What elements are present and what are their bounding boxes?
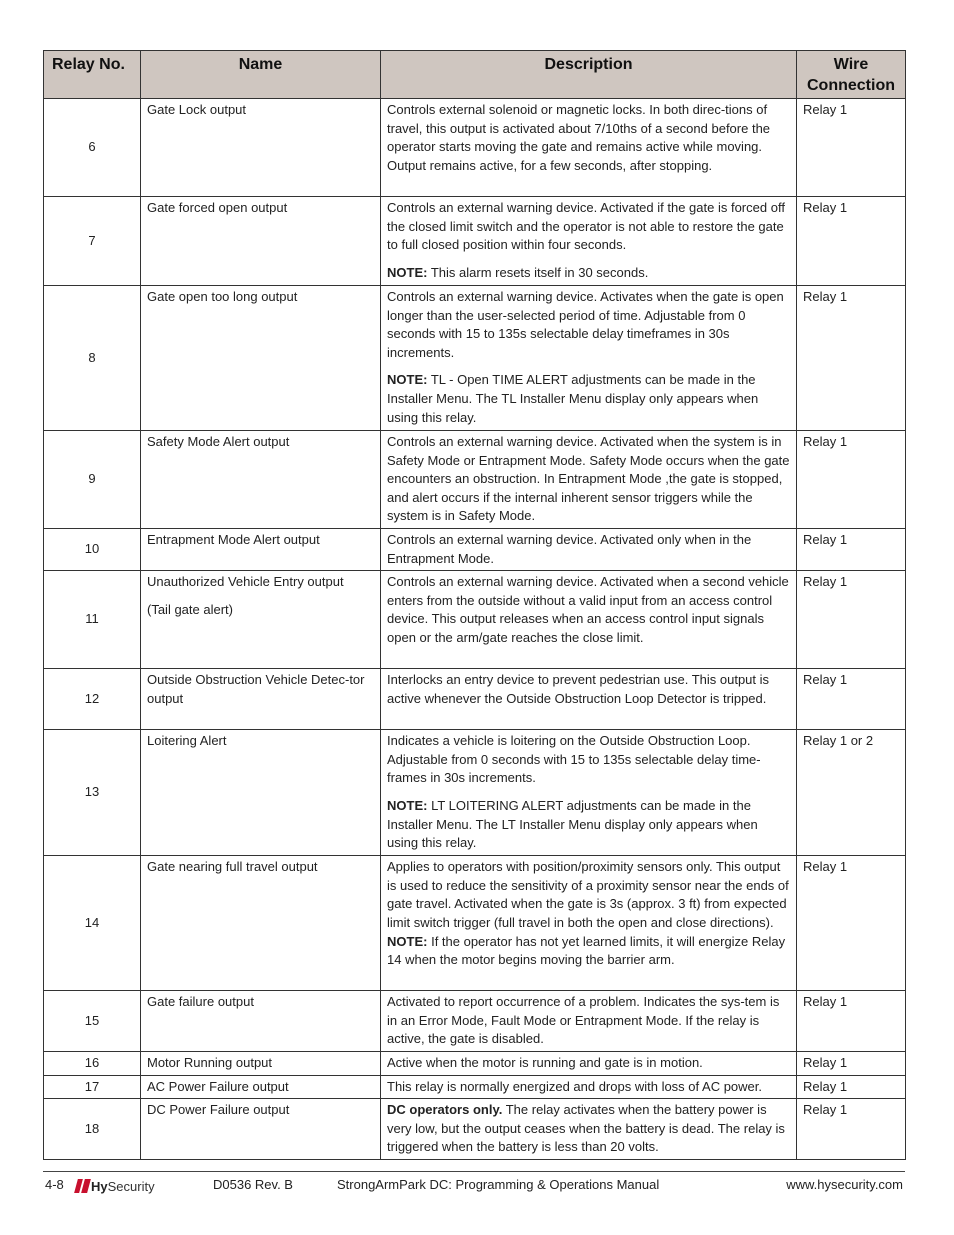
- table-row: [44, 197, 906, 286]
- note-text: If the operator has not yet learned limits, it will energize Relay 14 when the motor begins moving the barrier arm.: [387, 933, 786, 968]
- table-row: [44, 669, 906, 730]
- relay-number: 14: [44, 856, 141, 991]
- relay-name-text: Safety Mode Alert output: [147, 434, 290, 449]
- description-text: Interlocks an entry device to prevent pedestrian use. This output is active whenever the Outside Obstruction Loop Detector is tripped.: [387, 672, 770, 706]
- wire-connection: Relay 1: [797, 571, 906, 669]
- wire-connection: Relay 1: [797, 197, 906, 286]
- relay-name: [141, 571, 381, 669]
- relay-name: [141, 991, 381, 1052]
- relay-number: 8: [44, 286, 141, 431]
- description-text: Active when the motor is running and gate is in motion.: [387, 1054, 703, 1070]
- website: www.hysecurity.com: [786, 1177, 903, 1192]
- relay-number: 6: [44, 99, 141, 197]
- table-row: [44, 1099, 906, 1160]
- header-name: Name: [141, 51, 381, 99]
- table-row: [44, 1075, 906, 1099]
- table-row: [44, 991, 906, 1052]
- description-text: The relay activates when the battery power is very low, but the output ceases when the battery is dead. The relay is triggered when the battery is less than 20 volts.: [387, 1102, 785, 1155]
- wire-connection: Relay 1: [797, 856, 906, 991]
- description-text: Controls external solenoid or magnetic locks. In both direc-tions of travel, this output is activated about 7/10ths of a second before the operator starts moving the gate and remains active while moving. Output remains active, for a few seconds, after stopping.: [387, 102, 771, 173]
- relay-description: [381, 528, 797, 570]
- note-text: LT LOITERING ALERT adjustments can be made in the Installer Menu. The LT Installer Menu display only appears when using this relay.: [387, 797, 758, 851]
- relay-description: [381, 1051, 797, 1075]
- relay-number: 17: [44, 1075, 141, 1099]
- description-text: Controls an external warning device. Activated if the gate is forced off the closed limit switch and the operator is not able to restore the gate to full closed position within four seconds.: [387, 200, 785, 253]
- relay-number: 18: [44, 1099, 141, 1160]
- relay-name: [141, 1051, 381, 1075]
- table-row: [44, 730, 906, 856]
- relay-name-text: Motor Running output: [147, 1054, 273, 1070]
- relay-description: [381, 571, 797, 669]
- relay-name: [141, 431, 381, 529]
- relay-number: 10: [44, 528, 141, 570]
- header-wire-connection: Wire Connection: [797, 51, 906, 99]
- wire-connection: Relay 1: [797, 99, 906, 197]
- relay-number: 9: [44, 431, 141, 529]
- wire-connection: Relay 1: [797, 991, 906, 1052]
- relay-name: [141, 286, 381, 431]
- description-text: Controls an external warning device. Activated when a second vehicle enters from the outside without a valid input from an access control device. This output releases when an access control input signals open or the arm/gate reaches the close limit.: [387, 574, 789, 645]
- relay-name-text: AC Power Failure output: [147, 1078, 289, 1094]
- relay-name-text: Gate open too long output: [147, 289, 298, 304]
- header-relay-no: Relay No.: [44, 51, 141, 99]
- wire-connection: Relay 1: [797, 669, 906, 730]
- page-number: 4-8: [45, 1177, 64, 1192]
- relay-description: [381, 991, 797, 1052]
- relay-name-subtext: (Tail gate alert): [147, 601, 233, 617]
- relay-name-text: Gate forced open output: [147, 200, 288, 215]
- wire-connection: Relay 1: [797, 1099, 906, 1160]
- relay-name: [141, 99, 381, 197]
- relay-description: [381, 1075, 797, 1099]
- description-text: Controls an external warning device. Activated when the system is in Safety Mode or Entrapment Mode. Safety Mode occurs when the gate encounters an obstruction. In Entrapment Mode ,the gate is stopped, and alert occurs if the internal inherent sensor triggers while the system is in Safety Mode.: [387, 434, 790, 524]
- note-label: NOTE:: [387, 933, 428, 949]
- relay-name: [141, 197, 381, 286]
- relay-name-text: Unauthorized Vehicle Entry output: [147, 574, 344, 590]
- note-text: TL - Open TIME ALERT adjustments can be made in the Installer Menu. The TL Installer Menu display only appears when using this relay.: [387, 372, 759, 425]
- description-text: This relay is normally energized and drops with loss of AC power.: [387, 1078, 763, 1094]
- relay-number: 11: [44, 571, 141, 669]
- relay-name-text: DC Power Failure output: [147, 1102, 290, 1118]
- wire-connection: Relay 1 or 2: [797, 730, 906, 856]
- table-row: [44, 99, 906, 197]
- relay-description: [381, 730, 797, 856]
- relay-description: [381, 856, 797, 991]
- relay-number: 12: [44, 669, 141, 730]
- relay-name: [141, 730, 381, 856]
- description-text: Activated to report occurrence of a problem. Indicates the sys-tem is in an Error Mode, Fault Mode or Entrapment Mode. If the relay is active, the gate is disabled.: [387, 994, 780, 1047]
- relay-description: [381, 99, 797, 197]
- description-bold-lead: DC operators only.: [387, 1102, 503, 1118]
- description-text: Controls an external warning device. Activated only when in the Entrapment Mode.: [387, 531, 752, 566]
- relay-description: [381, 669, 797, 730]
- relay-number: 13: [44, 730, 141, 856]
- description-text: Controls an external warning device. Activates when the gate is open longer than the user-selected period of time. Adjustable from 0 seconds with 15 to 135s selectable delay timeframes in 30s increments.: [387, 289, 784, 360]
- wire-connection: Relay 1: [797, 1051, 906, 1075]
- table-row: [44, 286, 906, 431]
- relay-name-text: Loitering Alert: [147, 733, 227, 749]
- hysecurity-logo: HySecurity: [76, 1177, 155, 1195]
- description-text: Indicates a vehicle is loitering on the Outside Obstruction Loop. Adjustable from 0 seconds with 15 to 135s selectable delay time-frames in 30s increments.: [387, 733, 761, 786]
- note-label: NOTE:: [387, 264, 428, 280]
- relay-name-text: Gate nearing full travel output: [147, 859, 318, 875]
- logo-mark-icon: [74, 1179, 91, 1193]
- wire-connection: Relay 1: [797, 286, 906, 431]
- relay-table: [43, 50, 906, 1160]
- description-text: Applies to operators with position/proximity sensors only. This output is used to reduce the sensitivity of a proximity sensor near the ends of gate travel. Activated when the gate is 3s (approx. 3 ft) from expected limit switch trigger (full travel in both the open and close directions).: [387, 859, 789, 930]
- table-row: [44, 431, 906, 529]
- relay-description: [381, 1099, 797, 1160]
- relay-description: [381, 197, 797, 286]
- relay-number: 16: [44, 1051, 141, 1075]
- note-text: This alarm resets itself in 30 seconds.: [430, 264, 649, 280]
- relay-description: [381, 286, 797, 431]
- relay-name: [141, 669, 381, 730]
- wire-connection: Relay 1: [797, 431, 906, 529]
- table-row: [44, 856, 906, 991]
- note-label: NOTE:: [387, 797, 428, 813]
- header-row: [44, 51, 906, 99]
- document-id: D0536 Rev. B: [213, 1177, 293, 1192]
- relay-name: [141, 1075, 381, 1099]
- table-row: [44, 1051, 906, 1075]
- relay-name: [141, 1099, 381, 1160]
- table-row: [44, 571, 906, 669]
- wire-connection: Relay 1: [797, 528, 906, 570]
- relay-name-text: Entrapment Mode Alert output: [147, 531, 320, 547]
- relay-number: 15: [44, 991, 141, 1052]
- relay-number: 7: [44, 197, 141, 286]
- relay-name: [141, 528, 381, 570]
- relay-description: [381, 431, 797, 529]
- relay-name-text: Gate Lock output: [147, 102, 247, 117]
- table-row: [44, 528, 906, 570]
- wire-connection: Relay 1: [797, 1075, 906, 1099]
- relay-name: [141, 856, 381, 991]
- header-description: Description: [381, 51, 797, 99]
- relay-name-text: Gate failure output: [147, 994, 254, 1010]
- footer-rule: [43, 1171, 905, 1172]
- manual-title: StrongArmPark DC: Programming & Operations Manual: [337, 1177, 660, 1192]
- relay-name-text: Outside Obstruction Vehicle Detec-tor output: [147, 672, 365, 706]
- note-label: NOTE:: [387, 372, 428, 388]
